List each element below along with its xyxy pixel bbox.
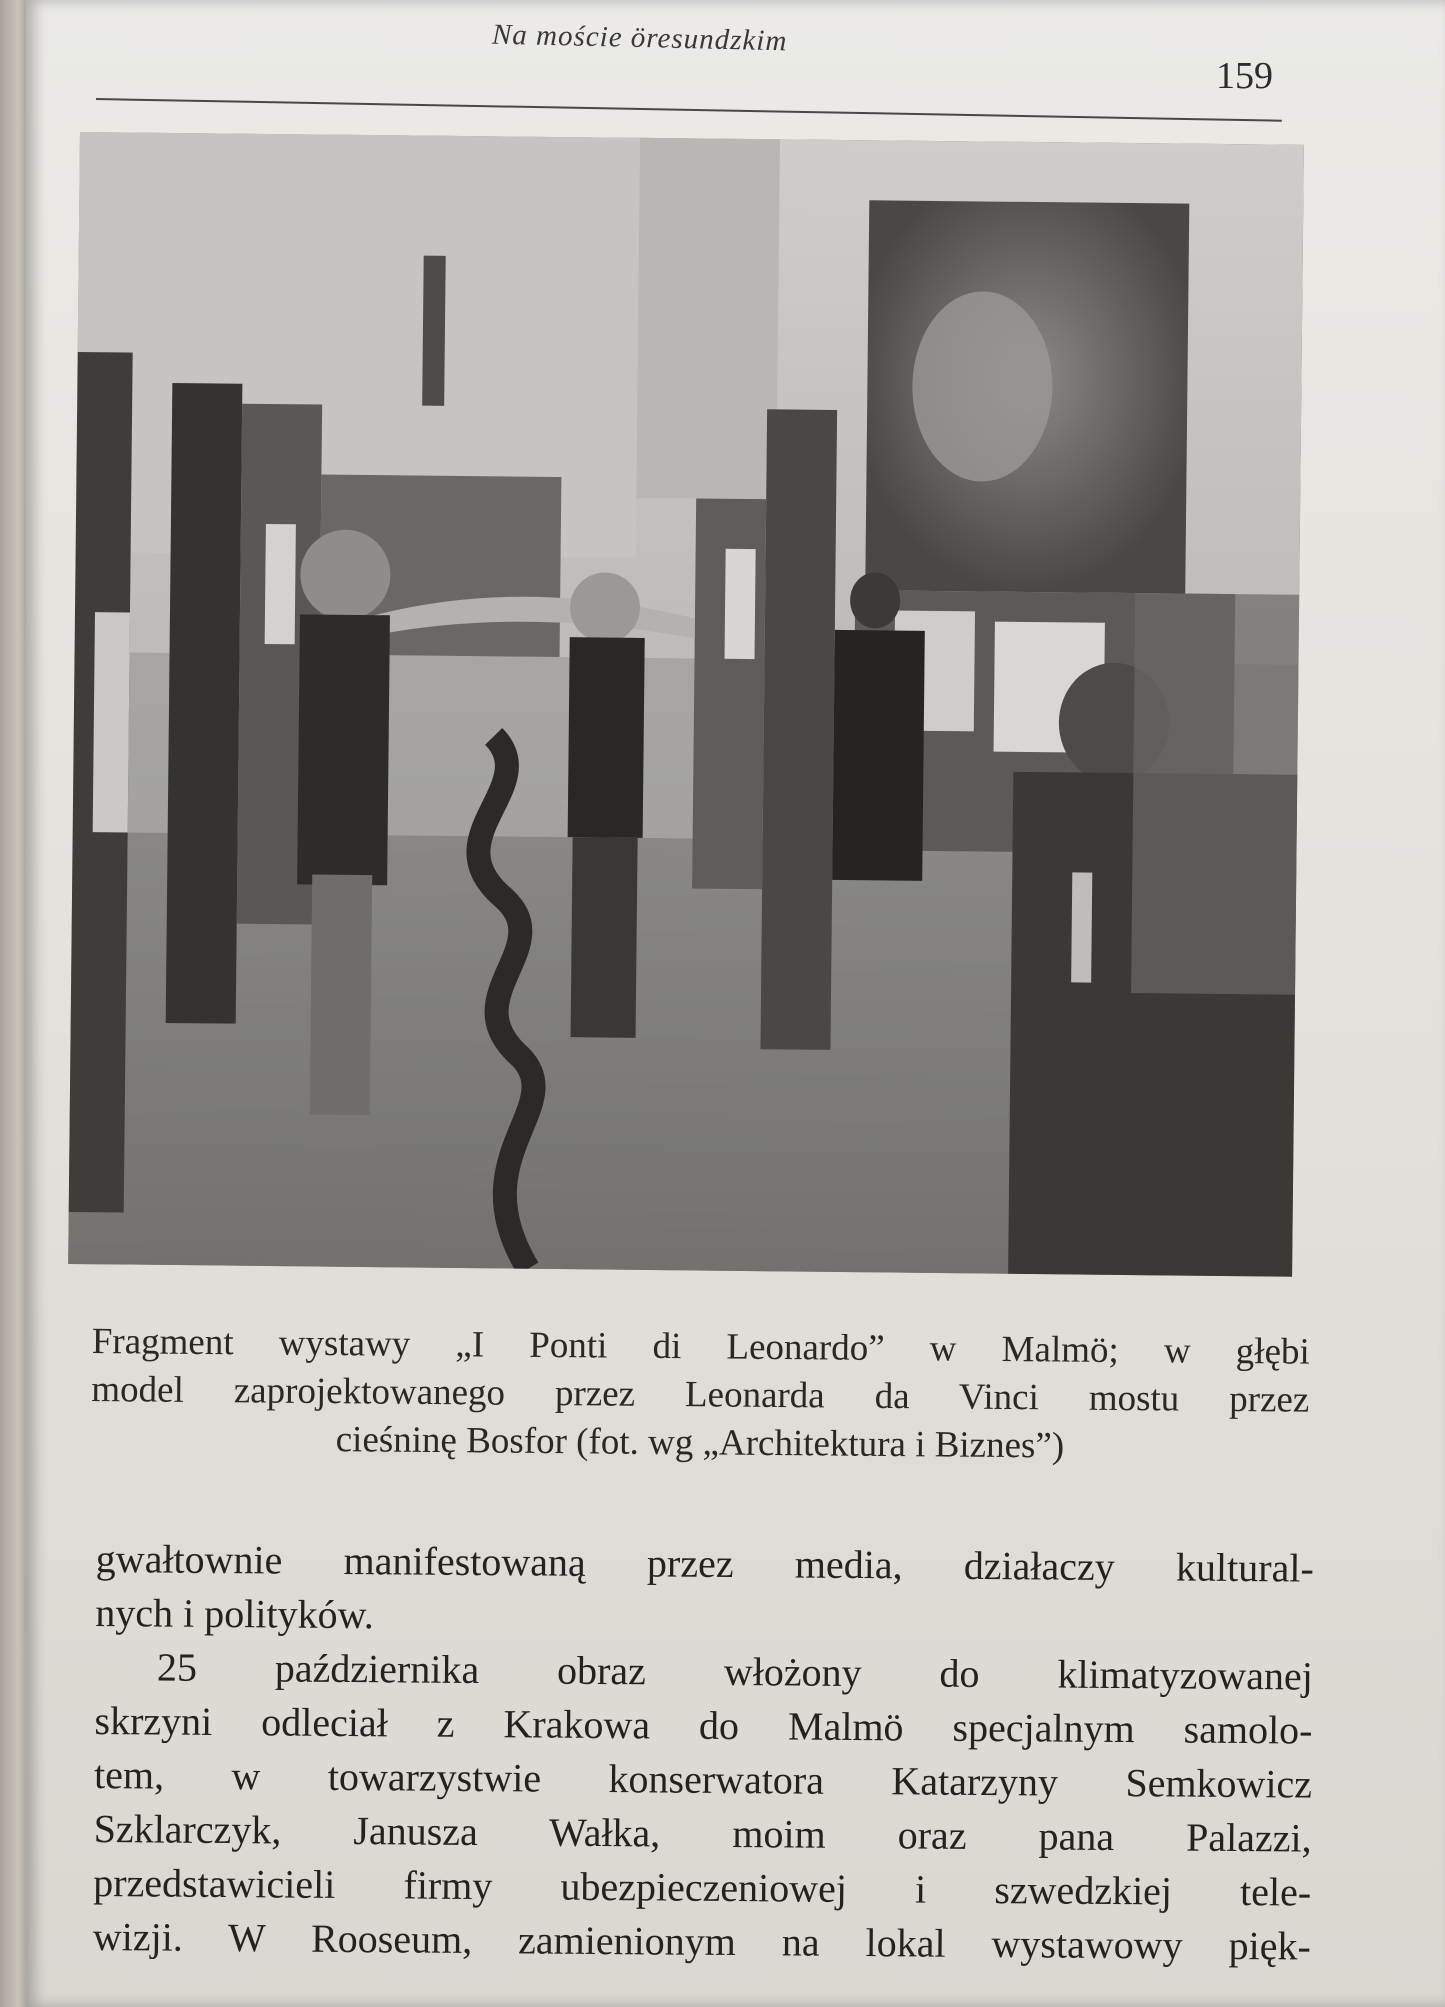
figure-caption: [91, 1318, 1310, 1473]
running-head: Na moście öresundzkim: [491, 18, 788, 58]
page-number: 159: [1216, 55, 1273, 97]
body-line: skrzyni odleciał z Krakowa do Malmö specjalnym samolo-: [94, 1697, 1313, 1753]
body-line: przedstawicieli firmy ubezpieczeniowej i szwedzkiej tele-: [93, 1859, 1312, 1915]
caption-line: Fragment wystawy „I Ponti di Leonardo” w Malmö; w głębi: [91, 1320, 1310, 1373]
body-line: 25 października obraz włożony do klimatyzowanej: [156, 1644, 1314, 1699]
caption-line: model zaprojektowanego przez Leonarda da Vinci mostu przez: [91, 1368, 1310, 1421]
body-text: [93, 1532, 1314, 1974]
body-line: Szklarczyk, Janusza Wałka, moim oraz pana Palazzi,: [93, 1805, 1312, 1861]
caption-line: cieśninę Bosfor (fot. wg „Architektura i Biznes”): [335, 1419, 1065, 1467]
exhibition-photo-drawing: [68, 132, 1304, 1277]
body-line: tem, w towarzystwie konserwatora Katarzyny Semkowicz: [93, 1751, 1313, 1807]
body-line: gwałtownie manifestowaną przez media, działaczy kultural-: [95, 1535, 1314, 1591]
body-line: nych i polityków.: [95, 1589, 375, 1638]
body-line: wizji. W Rooseum, zamienionym na lokal wystawowy pięk-: [92, 1913, 1311, 1969]
exhibition-photo: [68, 132, 1304, 1277]
